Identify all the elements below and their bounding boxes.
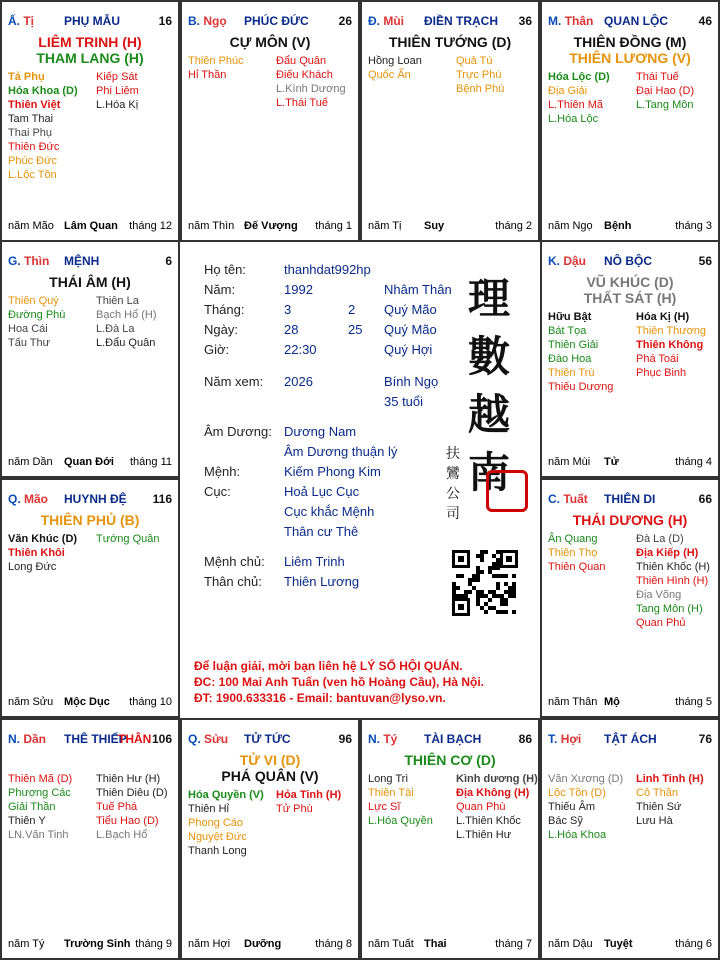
menh-chu-label: Mệnh chủ:	[204, 554, 265, 569]
info-v3: Nhâm Thân	[384, 282, 452, 297]
palace-branch: N. Tý	[368, 732, 398, 746]
palace-stage: Tử	[604, 456, 619, 468]
minor-star: Thiên Mã (D)	[8, 773, 73, 785]
info-v3: Quý Hợi	[384, 342, 433, 357]
minor-star: Thiên Hư (H)	[96, 773, 161, 785]
palace-mui	[360, 0, 540, 242]
palace-thin	[0, 240, 180, 478]
palace-month: tháng 2	[495, 220, 532, 232]
left-star-list	[188, 788, 264, 858]
main-star: THAM LANG (H)	[36, 50, 144, 66]
palace-stage: Trường Sinh	[64, 938, 131, 950]
info-v: 3	[284, 302, 292, 317]
minor-star: Đẩu Quân	[276, 55, 327, 67]
palace-stage: Đế Vượng	[244, 220, 298, 232]
palace-branch: B. Ngọ	[188, 14, 227, 28]
left-star-list	[188, 54, 244, 82]
palace-stage: Thai	[424, 938, 447, 950]
minor-star: L.Đà La	[96, 323, 135, 335]
minor-star: Hỏa Tinh (H)	[276, 789, 342, 801]
left-star-list	[548, 310, 613, 394]
minor-star: Quốc Ấn	[368, 69, 411, 81]
palace-year: năm Hợi	[188, 938, 231, 950]
right-star-list	[636, 532, 710, 630]
right-star-list	[96, 70, 139, 112]
palace-year: năm Tý	[8, 938, 45, 950]
left-star-list	[548, 70, 610, 126]
minor-star: Thiên Hỉ	[188, 803, 229, 815]
minor-star: Quan Phủ	[636, 617, 686, 629]
main-star: THIÊN LƯƠNG (V)	[569, 50, 691, 66]
main-star: LIÊM TRINH (H)	[38, 34, 142, 50]
palace-branch: T. Hợi	[548, 732, 582, 746]
palace-stage: Suy	[424, 220, 445, 232]
minor-star: Hồng Loan	[368, 55, 422, 67]
minor-star: Bát Tọa	[548, 325, 587, 337]
minor-star: Thai Phụ	[8, 127, 53, 139]
palace-branch: K. Dậu	[548, 254, 587, 268]
minor-star: Văn Xương (D)	[548, 773, 624, 785]
left-star-list	[8, 772, 72, 842]
info-l: Giờ:	[204, 342, 230, 357]
main-star: THIÊN PHỦ (B)	[40, 512, 140, 528]
left-star-list	[8, 70, 78, 182]
palace-number: 106	[151, 732, 172, 746]
year-value: 2026	[284, 374, 313, 389]
main-star: PHÁ QUÂN (V)	[221, 768, 319, 784]
calligraphy-logo: 理數越南	[467, 274, 510, 497]
than-tag: THÂN	[118, 732, 152, 746]
palace-month: tháng 1	[315, 220, 352, 232]
info-l: Năm:	[204, 282, 236, 297]
right-star-list	[636, 772, 704, 828]
minor-star: Địa Giải	[548, 85, 588, 97]
left-star-list	[8, 532, 77, 574]
minor-star: L.Thái Tuế	[276, 97, 328, 109]
menh-chu-value: Liêm Trinh	[284, 554, 345, 569]
palace-year: năm Ngọ	[548, 220, 593, 232]
minor-star: Địa Võng	[636, 589, 682, 601]
palace-house: TẬT ÁCH	[604, 732, 657, 746]
minor-star: Thiên Thọ	[548, 547, 598, 559]
minor-star: Thiên Việt	[8, 99, 61, 111]
right-star-list	[276, 54, 346, 110]
minor-star: Phục Binh	[636, 367, 687, 379]
minor-star: Thiên Trù	[548, 367, 595, 379]
palace-house: QUAN LỘC	[604, 14, 668, 28]
main-star: CỰ MÔN (V)	[229, 34, 311, 50]
palace-month: tháng 12	[129, 220, 172, 232]
main-star: THIÊN TƯỚNG (D)	[388, 34, 512, 50]
minor-star: Long Đức	[8, 561, 57, 573]
palace-dau	[540, 240, 720, 478]
minor-star: Thiên Khôi	[8, 547, 65, 559]
left-star-list	[368, 54, 422, 82]
palace-year: năm Sửu	[8, 696, 54, 708]
right-star-list	[636, 310, 706, 380]
minor-star: L.Hóa Quyền	[368, 815, 433, 827]
minor-star: Lộc Tồn (D)	[548, 787, 606, 799]
main-star: THẤT SÁT (H)	[583, 290, 677, 306]
year-label: Năm xem:	[204, 374, 264, 389]
minor-star: Kình dương (H)	[456, 773, 538, 785]
minor-star: Thiên La	[96, 295, 139, 307]
left-star-list	[548, 532, 605, 574]
minor-star: Hóa Lộc (D)	[548, 71, 610, 83]
palace-branch: C. Tuất	[548, 492, 588, 506]
palace-house: NÔ BỘC	[604, 254, 652, 268]
minor-star: Tam Thai	[8, 113, 54, 125]
minor-star: Hóa Kị (H)	[636, 311, 690, 323]
palace-tuat	[540, 478, 720, 718]
right-star-list	[276, 788, 341, 816]
minor-star: LN.Văn Tinh	[8, 829, 69, 841]
palace-branch: Đ. Mùi	[368, 14, 405, 28]
info-v: 1992	[284, 282, 313, 297]
palace-year: năm Dậu	[548, 938, 593, 950]
minor-star: Phá Toái	[636, 353, 679, 365]
minor-star: Quả Tú	[456, 55, 493, 67]
palace-than	[540, 0, 720, 242]
palace-ti	[0, 0, 180, 242]
palace-branch: M. Thân	[548, 14, 594, 28]
palace-ngo	[180, 0, 360, 242]
minor-star: Hữu Bật	[548, 311, 592, 323]
palace-number: 116	[152, 492, 172, 506]
than-chu-value: Thiên Lương	[284, 574, 360, 589]
palace-house: HUYNH ĐỆ	[64, 492, 127, 506]
minor-star: Địa Không (H)	[456, 787, 530, 799]
palace-year: năm Mão	[8, 220, 54, 232]
minor-star: Long Trì	[368, 773, 409, 785]
minor-star: Thiên Quan	[548, 561, 606, 573]
seal-small: 扶鸞公司	[446, 446, 460, 522]
minor-star: L.Tang Môn	[636, 99, 694, 111]
main-star: VŨ KHÚC (D)	[586, 274, 674, 290]
palace-stage: Bệnh	[604, 220, 632, 232]
contact-line-2: ĐC: 100 Mai Anh Tuấn (ven hồ Hoàng Cầu), Hà Nội.	[194, 675, 485, 689]
am-duong-value: Dương Nam	[284, 424, 357, 439]
palace-month: tháng 8	[315, 938, 352, 950]
minor-star: L.Đẩu Quân	[96, 337, 156, 349]
palace-number: 86	[518, 732, 532, 746]
palace-house: THIÊN DI	[604, 492, 656, 506]
than-chu-label: Thân chủ:	[204, 574, 262, 589]
minor-star: Địa Kiếp (H)	[636, 547, 699, 559]
minor-star: Văn Khúc (D)	[8, 533, 78, 545]
main-star: THIÊN CƠ (D)	[404, 752, 496, 768]
main-star: THIÊN ĐỒNG (M)	[573, 34, 687, 50]
palace-mao	[0, 478, 180, 718]
palace-year: năm Mùi	[548, 456, 591, 468]
minor-star: Cô Thần	[636, 787, 678, 799]
info-v: 28	[284, 322, 299, 337]
right-star-list	[96, 532, 160, 546]
main-star: THÁI ÂM (H)	[49, 274, 131, 290]
am-duong-value2: Âm Dương thuận lý	[284, 444, 398, 459]
year-cc: Bính Ngọ	[384, 374, 439, 389]
palace-house: TỬ TỨC	[244, 732, 291, 746]
minor-star: Hỉ Thần	[188, 69, 227, 81]
palace-month: tháng 6	[675, 938, 712, 950]
minor-star: Thiên Y	[8, 815, 46, 827]
left-star-list	[8, 294, 65, 350]
contact-line-1: Để luận giải, mời bạn liên hệ LÝ SỐ HỘI QUÁN.	[194, 659, 463, 673]
info-v2: 2	[348, 302, 356, 317]
minor-star: Bạch Hổ (H)	[96, 309, 157, 321]
minor-star: Quan Phù	[456, 801, 506, 813]
minor-star: L.Kình Dương	[276, 83, 346, 95]
minor-star: Tang Môn (H)	[636, 603, 703, 615]
minor-star: Trực Phù	[456, 69, 502, 81]
red-seal-stamp	[486, 470, 528, 512]
palace-house: PHỤ MẪU	[64, 14, 120, 28]
palace-year: năm Thân	[548, 696, 598, 708]
info-v3: Quý Mão	[384, 302, 437, 317]
minor-star: L.Bạch Hổ	[96, 829, 148, 841]
minor-star: Tử Phù	[276, 803, 313, 815]
minor-star: Thiếu Dương	[548, 381, 614, 393]
info-v3: Quý Mão	[384, 322, 437, 337]
center-panel	[180, 240, 540, 718]
palace-branch: G. Thìn	[8, 254, 50, 268]
minor-star: Thiên Thương	[636, 325, 707, 337]
right-star-list	[456, 772, 538, 842]
minor-star: Linh Tinh (H)	[636, 773, 704, 785]
palace-month: tháng 9	[135, 938, 172, 950]
minor-star: Thiên Giải	[548, 339, 599, 351]
palace-number: 36	[518, 14, 532, 28]
palace-year: năm Tị	[368, 220, 402, 232]
age-value: 35 tuổi	[384, 394, 424, 409]
minor-star: Phong Cáo	[188, 817, 244, 829]
minor-star: Bệnh Phù	[456, 83, 505, 95]
palace-branch: Ấ. Tị	[8, 14, 35, 28]
right-star-list	[96, 294, 157, 350]
minor-star: Thiên Tài	[368, 787, 414, 799]
palace-stage: Lâm Quan	[64, 220, 118, 232]
minor-star: L.Hóa Lộc	[548, 113, 599, 125]
minor-star: Thanh Long	[188, 845, 247, 857]
info-v: thanhdat992hp	[284, 262, 371, 277]
minor-star: Lưu Hà	[636, 815, 673, 827]
palace-month: tháng 3	[675, 220, 712, 232]
info-l: Tháng:	[204, 302, 245, 317]
palace-number: 16	[158, 14, 172, 28]
minor-star: Thiên Đức	[8, 141, 60, 153]
palace-month: tháng 7	[495, 938, 532, 950]
minor-star: Lực Sĩ	[368, 801, 401, 813]
contact-line-3: ĐT: 1900.633316 - Email: bantuvan@lyso.vn.	[194, 691, 446, 705]
minor-star: Tiểu Hao (D)	[96, 815, 159, 827]
cuc-value3: Thân cư Thê	[284, 524, 359, 539]
minor-star: Hóa Quyền (V)	[188, 789, 264, 801]
palace-year: năm Dần	[8, 456, 53, 468]
minor-star: Điếu Khách	[276, 69, 333, 81]
minor-star: Thiên Diêu (D)	[96, 787, 168, 799]
palace-number: 66	[698, 492, 712, 506]
palace-stage: Mộ	[604, 696, 620, 708]
palace-month: tháng 10	[129, 696, 172, 708]
am-duong-label: Âm Dương:	[204, 424, 272, 439]
minor-star: Đường Phù	[8, 309, 66, 321]
minor-star: Phi Liêm	[96, 85, 139, 97]
minor-star: L.Lộc Tồn	[8, 169, 57, 181]
minor-star: L.Thiên Mã	[548, 99, 604, 111]
palace-year: năm Tuất	[368, 938, 414, 950]
minor-star: Đại Hao (D)	[636, 85, 695, 97]
minor-star: Tấu Thư	[8, 337, 51, 349]
palace-suu	[180, 718, 360, 960]
palace-month: tháng 4	[675, 456, 712, 468]
minor-star: Đà La (D)	[636, 533, 684, 545]
minor-star: L.Thiên Hư	[456, 829, 512, 841]
minor-star: Tướng Quân	[96, 533, 160, 545]
palace-house: ĐIỀN TRẠCH	[424, 14, 498, 28]
palace-house: MỆNH	[64, 254, 100, 268]
palace-house: THÊ THIẾP	[64, 732, 127, 746]
palace-number: 56	[698, 254, 712, 268]
qr-code	[450, 548, 520, 618]
minor-star: Thái Tuế	[636, 71, 679, 83]
minor-star: Thiên Quý	[8, 295, 59, 307]
minor-star: Thiên Sứ	[636, 801, 682, 813]
menh-label: Mệnh:	[204, 464, 241, 479]
menh-value: Kiếm Phong Kim	[284, 464, 381, 479]
main-star: TỬ VI (D)	[239, 752, 301, 768]
minor-star: Thiên Phúc	[188, 55, 244, 67]
palace-house: PHÚC ĐỨC	[244, 14, 309, 28]
minor-star: Tuế Phá	[96, 801, 138, 813]
main-star: THÁI DƯƠNG (H)	[572, 512, 688, 528]
palace-number: 96	[338, 732, 352, 746]
palace-house: TÀI BẠCH	[424, 732, 482, 746]
palace-stage: Quan Đới	[64, 456, 114, 468]
left-star-list	[548, 772, 623, 842]
right-star-list	[636, 70, 694, 112]
minor-star: Hóa Khoa (D)	[8, 85, 78, 97]
palace-stage: Tuyệt	[604, 938, 633, 950]
palace-number: 6	[165, 254, 172, 268]
info-v2: 25	[348, 322, 363, 337]
minor-star: Tả Phụ	[8, 71, 45, 83]
palace-month: tháng 11	[129, 456, 172, 468]
palace-branch: Q. Mão	[8, 492, 49, 506]
cuc-value2: Cục khắc Mệnh	[284, 504, 375, 519]
right-star-list	[456, 54, 504, 96]
info-l: Họ tên:	[204, 262, 246, 277]
info-v: 22:30	[284, 342, 317, 357]
palace-month: tháng 5	[675, 696, 712, 708]
minor-star: Phúc Đức	[8, 155, 57, 167]
cuc-label: Cục:	[204, 484, 231, 499]
info-l: Ngày:	[204, 322, 238, 337]
minor-star: L.Hóa Khoa	[548, 829, 607, 841]
palace-hoi	[540, 718, 720, 960]
palace-year: năm Thìn	[188, 220, 235, 232]
minor-star: Nguyệt Đức	[188, 831, 247, 843]
minor-star: Kiếp Sát	[96, 71, 138, 83]
minor-star: L.Hóa Kị	[96, 99, 139, 111]
minor-star: L.Thiên Khốc	[456, 815, 521, 827]
minor-star: Ân Quang	[548, 533, 598, 545]
minor-star: Phượng Các	[8, 787, 71, 799]
palace-stage: Mộc Dục	[64, 696, 110, 708]
palace-stage: Dưỡng	[244, 938, 282, 950]
minor-star: Thiên Không	[636, 339, 704, 351]
palace-dan	[0, 718, 180, 960]
minor-star: Thiên Hình (H)	[636, 575, 709, 587]
palace-ty	[360, 718, 540, 960]
palace-branch: Q. Sửu	[188, 732, 229, 746]
minor-star: Bác Sỹ	[548, 815, 583, 827]
minor-star: Hoa Cái	[8, 323, 48, 335]
minor-star: Thiếu Âm	[548, 801, 596, 813]
minor-star: Thiên Khốc (H)	[636, 561, 710, 573]
palace-branch: N. Dần	[8, 732, 47, 746]
right-star-list	[96, 772, 168, 842]
left-star-list	[368, 772, 433, 828]
palace-number: 26	[338, 14, 352, 28]
palace-number: 46	[698, 14, 712, 28]
palace-number: 76	[698, 732, 712, 746]
cuc-value: Hoả Lục Cục	[284, 484, 360, 499]
minor-star: Đào Hoa	[548, 353, 592, 365]
minor-star: Giải Thần	[8, 801, 56, 813]
